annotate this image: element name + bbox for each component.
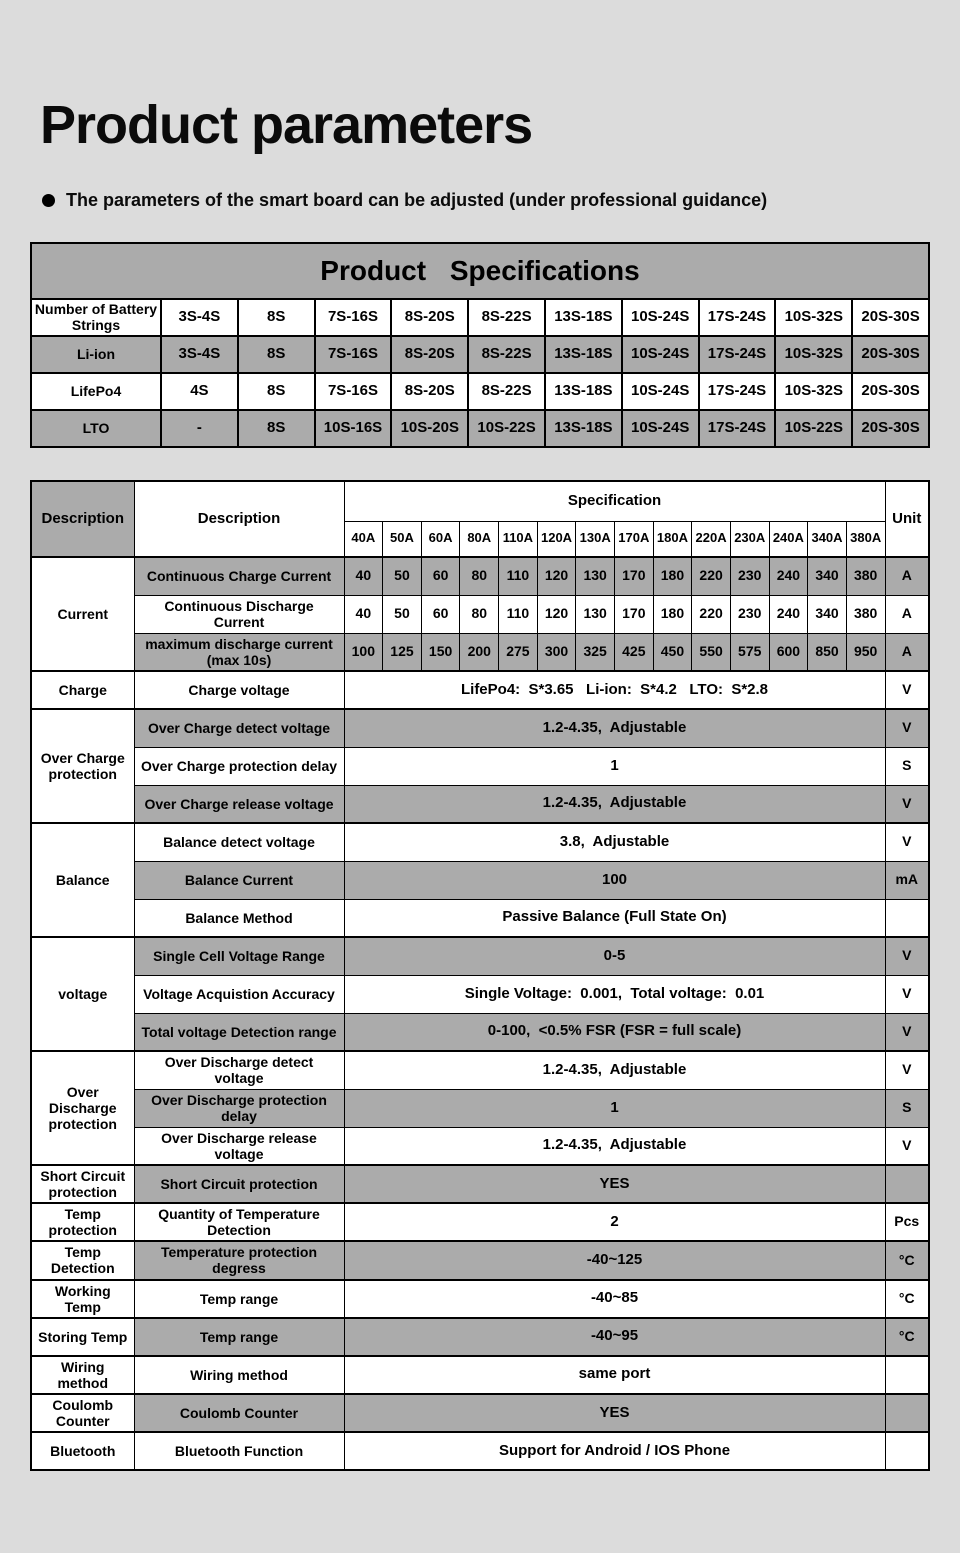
strings-cell: 3S-4S (161, 336, 238, 373)
strings-cell: 7S-16S (315, 373, 392, 410)
amp-value-cell: 380 (846, 557, 885, 595)
value-cell: 2 (344, 1203, 885, 1241)
spec-table-row (31, 595, 929, 633)
spec-table-row (31, 709, 929, 747)
amp-value-cell: 220 (692, 557, 731, 595)
section-label-cell: Over Discharge protection (31, 1051, 134, 1165)
strings-cell: 8S-20S (391, 336, 468, 373)
section-label-cell: Coulomb Counter (31, 1394, 134, 1432)
strings-cell: 10S-16S (315, 410, 392, 447)
unit-cell: °C (885, 1318, 929, 1356)
unit-cell: V (885, 1013, 929, 1051)
strings-cell: 7S-16S (315, 299, 392, 336)
amp-value-cell: 50 (383, 595, 422, 633)
spec-table-row (31, 1280, 929, 1318)
strings-cell: 17S-24S (699, 336, 776, 373)
strings-cell: 13S-18S (545, 336, 622, 373)
section-label-cell: Working Temp (31, 1280, 134, 1318)
strings-cell: 8S (238, 336, 315, 373)
amp-col-header: 50A (383, 521, 422, 557)
unit-cell: V (885, 1127, 929, 1165)
strings-cell: 13S-18S (545, 410, 622, 447)
strings-table-header-row (31, 243, 929, 299)
strings-table-row (31, 373, 929, 410)
amp-value-cell: 550 (692, 633, 731, 671)
spec-table-row (31, 671, 929, 709)
value-cell: YES (344, 1394, 885, 1432)
amp-col-header: 230A (730, 521, 769, 557)
unit-cell: A (885, 633, 929, 671)
strings-cell: 4S (161, 373, 238, 410)
strings-cell: 10S-24S (622, 336, 699, 373)
section-label-cell: Charge (31, 671, 134, 709)
strings-cell: 8S-22S (468, 299, 545, 336)
spec-table-row (31, 1089, 929, 1127)
spec-table-row (31, 861, 929, 899)
strings-cell: 8S-22S (468, 373, 545, 410)
amp-value-cell: 110 (499, 595, 538, 633)
strings-cell: 10S-24S (622, 299, 699, 336)
strings-row-label: Number of Battery Strings (31, 299, 161, 336)
amp-col-header: 380A (846, 521, 885, 557)
strings-row-label: LifePo4 (31, 373, 161, 410)
desc-cell: Voltage Acquistion Accuracy (134, 975, 344, 1013)
strings-cell: 17S-24S (699, 410, 776, 447)
amp-col-header: 40A (344, 521, 383, 557)
strings-cell: 13S-18S (545, 373, 622, 410)
unit-cell: S (885, 747, 929, 785)
amp-value-cell: 100 (344, 633, 383, 671)
strings-cell: 17S-24S (699, 299, 776, 336)
desc-cell: Balance Method (134, 899, 344, 937)
unit-cell: °C (885, 1280, 929, 1318)
spec-table-row (31, 633, 929, 671)
strings-cell: 20S-30S (852, 373, 929, 410)
desc-cell: Total voltage Detection range (134, 1013, 344, 1051)
section-label-cell: Temp Detection (31, 1241, 134, 1279)
main-spec-table (30, 480, 930, 1471)
desc-cell: Temperature protection degress (134, 1241, 344, 1279)
amp-value-cell: 600 (769, 633, 808, 671)
amp-value-cell: 170 (614, 595, 653, 633)
amp-value-cell: 130 (576, 595, 615, 633)
unit-cell: V (885, 709, 929, 747)
amp-value-cell: 300 (537, 633, 576, 671)
amp-value-cell: 40 (344, 595, 383, 633)
spec-table-row (31, 1241, 929, 1279)
bullet-icon (42, 194, 55, 207)
amp-col-header: 130A (576, 521, 615, 557)
unit-cell (885, 899, 929, 937)
amp-col-header: 60A (421, 521, 460, 557)
desc-cell: Quantity of Temperature Detection (134, 1203, 344, 1241)
section-label-cell: Over Charge protection (31, 709, 134, 823)
desc-cell: Coulomb Counter (134, 1394, 344, 1432)
value-cell: 1.2-4.35, Adjustable (344, 709, 885, 747)
amp-value-cell: 50 (383, 557, 422, 595)
amp-value-cell: 950 (846, 633, 885, 671)
spec-table-row (31, 1165, 929, 1203)
strings-cell: 10S-20S (391, 410, 468, 447)
amp-value-cell: 125 (383, 633, 422, 671)
spec-table-row (31, 1318, 929, 1356)
section-label-cell: Current (31, 557, 134, 671)
unit-col-header: Unit (885, 481, 929, 557)
strings-cell: 20S-30S (852, 410, 929, 447)
section-label-cell: Temp protection (31, 1203, 134, 1241)
amp-col-header: 240A (769, 521, 808, 557)
section-label-cell: voltage (31, 937, 134, 1051)
unit-cell: °C (885, 1241, 929, 1279)
desc-cell: Over Discharge release voltage (134, 1127, 344, 1165)
amp-value-cell: 450 (653, 633, 692, 671)
value-cell: 1.2-4.35, Adjustable (344, 1051, 885, 1089)
spec-table-row (31, 899, 929, 937)
unit-cell (885, 1165, 929, 1203)
spec-table-row (31, 975, 929, 1013)
amp-value-cell: 110 (499, 557, 538, 595)
page-title: Product parameters (40, 95, 533, 155)
desc-cell: maximum discharge current (max 10s) (134, 633, 344, 671)
spec-table-row (31, 785, 929, 823)
unit-cell: V (885, 785, 929, 823)
amp-value-cell: 240 (769, 557, 808, 595)
value-cell: -40~95 (344, 1318, 885, 1356)
desc-col-header: Description (31, 481, 134, 557)
amp-col-header: 220A (692, 521, 731, 557)
value-cell: same port (344, 1356, 885, 1394)
section-label-cell: Balance (31, 823, 134, 937)
section-label-cell: Storing Temp (31, 1318, 134, 1356)
spec-table-row (31, 1203, 929, 1241)
strings-table-row (31, 336, 929, 373)
spec-table-row (31, 1127, 929, 1165)
strings-cell: 10S-22S (775, 410, 852, 447)
value-cell: 1 (344, 1089, 885, 1127)
amp-col-header: 110A (499, 521, 538, 557)
amp-value-cell: 425 (614, 633, 653, 671)
desc-cell: Short Circuit protection (134, 1165, 344, 1203)
strings-cell: - (161, 410, 238, 447)
amp-value-cell: 230 (730, 595, 769, 633)
spec-table-row (31, 937, 929, 975)
amp-value-cell: 120 (537, 595, 576, 633)
amp-col-header: 340A (808, 521, 847, 557)
strings-table-title: Product Specifications (31, 243, 929, 299)
desc-cell: Single Cell Voltage Range (134, 937, 344, 975)
amp-value-cell: 275 (499, 633, 538, 671)
value-cell: LifePo4: S*3.65 Li-ion: S*4.2 LTO: S*2.8 (344, 671, 885, 709)
amp-value-cell: 130 (576, 557, 615, 595)
amp-value-cell: 325 (576, 633, 615, 671)
strings-cell: 7S-16S (315, 336, 392, 373)
strings-row-label: Li-ion (31, 336, 161, 373)
value-cell: Single Voltage: 0.001, Total voltage: 0.01 (344, 975, 885, 1013)
spec-table-row (31, 557, 929, 595)
amp-value-cell: 850 (808, 633, 847, 671)
desc-cell: Bluetooth Function (134, 1432, 344, 1470)
value-cell: 0-5 (344, 937, 885, 975)
section-label-cell: Wiring method (31, 1356, 134, 1394)
spec-table-row (31, 823, 929, 861)
strings-cell: 10S-32S (775, 373, 852, 410)
amp-col-header: 120A (537, 521, 576, 557)
unit-cell: A (885, 557, 929, 595)
section-label-cell: Bluetooth (31, 1432, 134, 1470)
unit-cell: V (885, 823, 929, 861)
amp-value-cell: 80 (460, 557, 499, 595)
spec-table-row (31, 1394, 929, 1432)
unit-cell: V (885, 671, 929, 709)
spec-table-row (31, 1051, 929, 1089)
strings-cell: 10S-22S (468, 410, 545, 447)
value-cell: 1.2-4.35, Adjustable (344, 1127, 885, 1165)
strings-cell: 8S-20S (391, 299, 468, 336)
amp-value-cell: 60 (421, 595, 460, 633)
strings-table (30, 242, 930, 448)
desc-cell: Over Charge detect voltage (134, 709, 344, 747)
desc-cell: Over Discharge detect voltage (134, 1051, 344, 1089)
desc-cell: Over Discharge protection delay (134, 1089, 344, 1127)
strings-cell: 20S-30S (852, 336, 929, 373)
value-cell: 3.8, Adjustable (344, 823, 885, 861)
desc-cell: Continuous Discharge Current (134, 595, 344, 633)
amp-value-cell: 220 (692, 595, 731, 633)
strings-cell: 13S-18S (545, 299, 622, 336)
unit-cell: mA (885, 861, 929, 899)
strings-cell: 3S-4S (161, 299, 238, 336)
unit-cell (885, 1356, 929, 1394)
strings-cell: 8S (238, 410, 315, 447)
desc-cell: Temp range (134, 1280, 344, 1318)
unit-cell (885, 1394, 929, 1432)
unit-cell: Pcs (885, 1203, 929, 1241)
value-cell: -40~125 (344, 1241, 885, 1279)
value-cell: 0-100, <0.5% FSR (FSR = full scale) (344, 1013, 885, 1051)
amp-value-cell: 180 (653, 595, 692, 633)
unit-cell: A (885, 595, 929, 633)
strings-cell: 10S-32S (775, 299, 852, 336)
subtitle (42, 190, 767, 211)
amp-value-cell: 170 (614, 557, 653, 595)
strings-table-row (31, 410, 929, 447)
unit-cell (885, 1432, 929, 1470)
strings-cell: 10S-32S (775, 336, 852, 373)
amp-value-cell: 380 (846, 595, 885, 633)
value-cell: 100 (344, 861, 885, 899)
amp-value-cell: 240 (769, 595, 808, 633)
strings-cell: 8S (238, 373, 315, 410)
section-label-cell: Short Circuit protection (31, 1165, 134, 1203)
desc-col-header-2: Description (134, 481, 344, 557)
amp-value-cell: 200 (460, 633, 499, 671)
unit-cell: V (885, 937, 929, 975)
amp-col-header: 80A (460, 521, 499, 557)
desc-cell: Balance detect voltage (134, 823, 344, 861)
amp-value-cell: 120 (537, 557, 576, 595)
strings-cell: 8S-20S (391, 373, 468, 410)
value-cell: 1 (344, 747, 885, 785)
amp-value-cell: 340 (808, 557, 847, 595)
amp-value-cell: 60 (421, 557, 460, 595)
value-cell: -40~85 (344, 1280, 885, 1318)
unit-cell: S (885, 1089, 929, 1127)
subtitle-text: The parameters of the smart board can be adjusted (under professional guidance) (66, 190, 768, 210)
main-table-header-row (31, 481, 929, 521)
strings-cell: 10S-24S (622, 373, 699, 410)
unit-cell: V (885, 975, 929, 1013)
unit-cell: V (885, 1051, 929, 1089)
strings-table-row (31, 299, 929, 336)
spec-table-row (31, 1356, 929, 1394)
desc-cell: Temp range (134, 1318, 344, 1356)
strings-cell: 8S (238, 299, 315, 336)
amp-value-cell: 180 (653, 557, 692, 595)
desc-cell: Continuous Charge Current (134, 557, 344, 595)
strings-cell: 10S-24S (622, 410, 699, 447)
amp-value-cell: 80 (460, 595, 499, 633)
desc-cell: Over Charge protection delay (134, 747, 344, 785)
amp-value-cell: 575 (730, 633, 769, 671)
desc-cell: Balance Current (134, 861, 344, 899)
spec-table-row (31, 1013, 929, 1051)
value-cell: Support for Android / IOS Phone (344, 1432, 885, 1470)
value-cell: 1.2-4.35, Adjustable (344, 785, 885, 823)
value-cell: YES (344, 1165, 885, 1203)
amp-value-cell: 230 (730, 557, 769, 595)
spec-table-row (31, 747, 929, 785)
amp-col-header: 170A (614, 521, 653, 557)
desc-cell: Charge voltage (134, 671, 344, 709)
strings-cell: 8S-22S (468, 336, 545, 373)
amp-value-cell: 150 (421, 633, 460, 671)
spec-col-header: Specification (344, 481, 885, 521)
amp-value-cell: 40 (344, 557, 383, 595)
strings-row-label: LTO (31, 410, 161, 447)
strings-cell: 17S-24S (699, 373, 776, 410)
value-cell: Passive Balance (Full State On) (344, 899, 885, 937)
desc-cell: Wiring method (134, 1356, 344, 1394)
spec-table-row (31, 1432, 929, 1470)
desc-cell: Over Charge release voltage (134, 785, 344, 823)
amp-value-cell: 340 (808, 595, 847, 633)
strings-cell: 20S-30S (852, 299, 929, 336)
amp-col-header: 180A (653, 521, 692, 557)
